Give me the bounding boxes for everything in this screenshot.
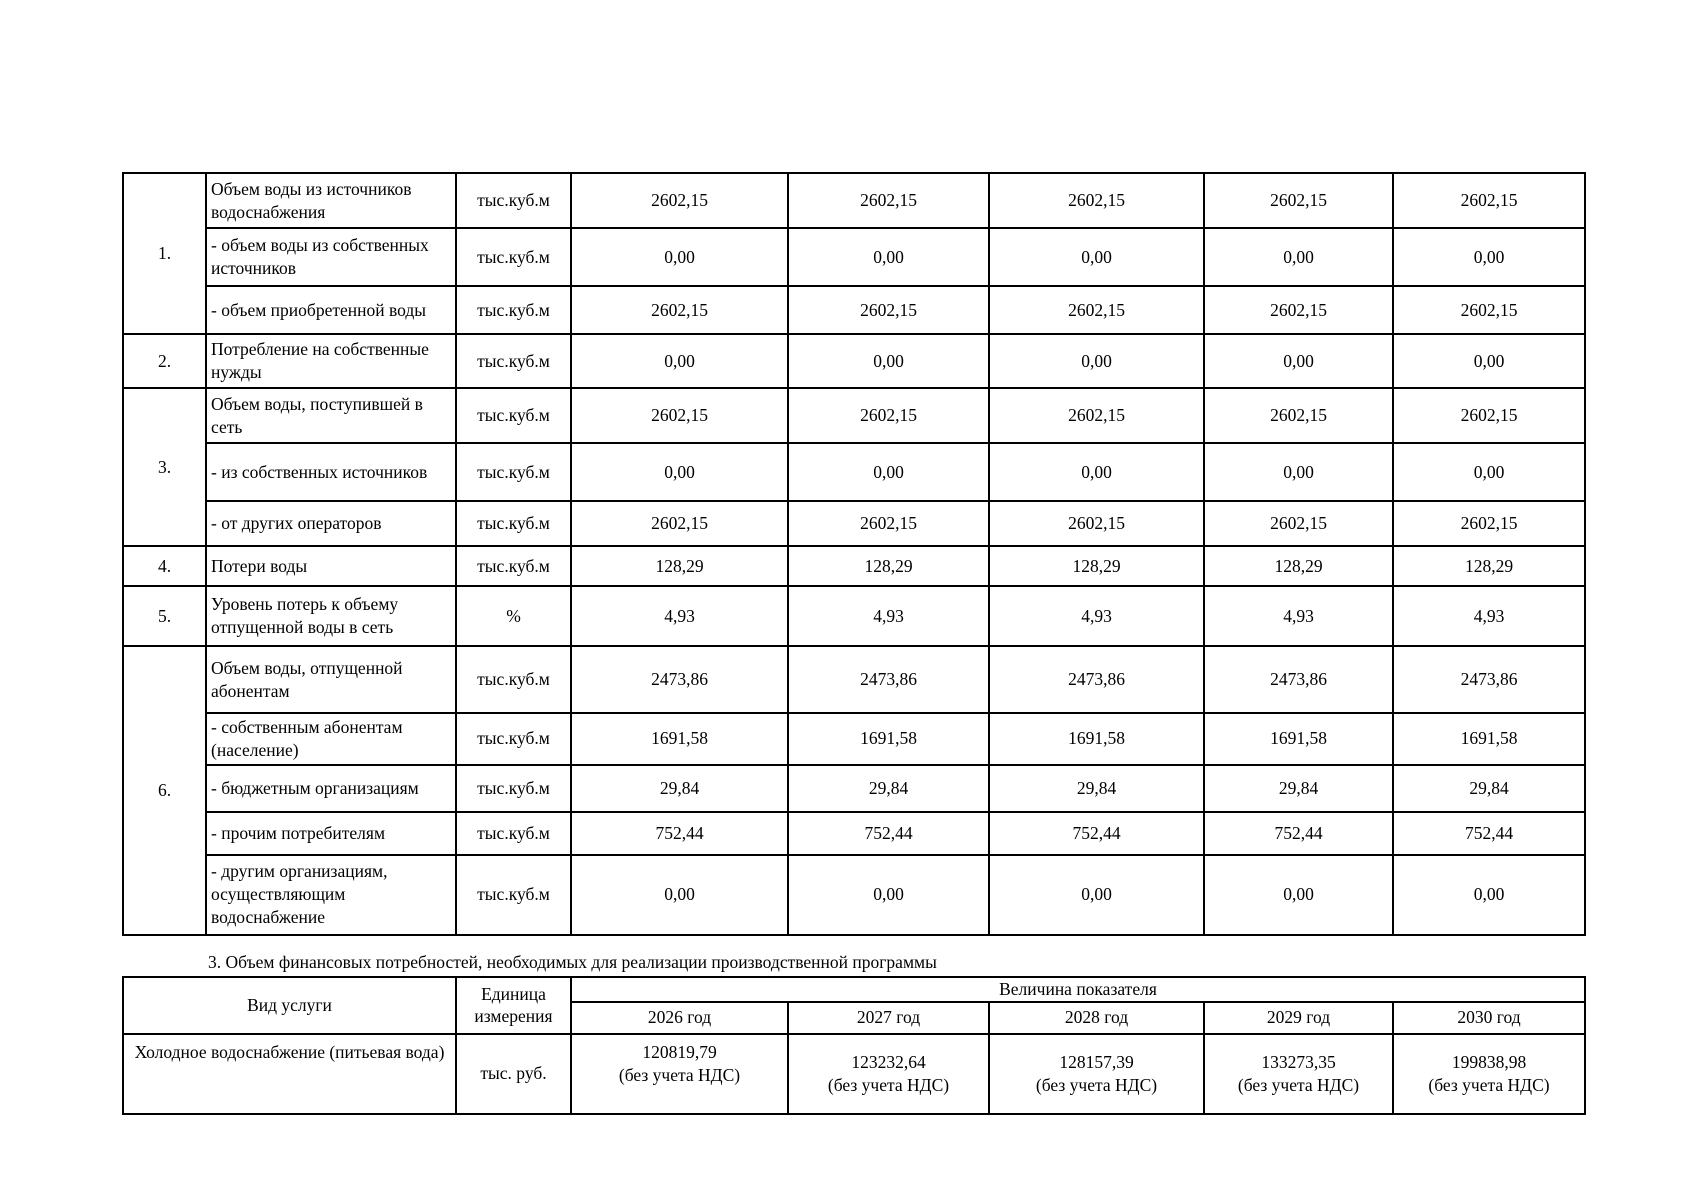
table-row xyxy=(123,546,1585,586)
financial-value-cell xyxy=(1204,1034,1393,1114)
financial-value-cell xyxy=(571,1034,788,1114)
indicator-value: 0,00 xyxy=(1204,228,1393,286)
indicator-value: 0,00 xyxy=(571,334,788,388)
indicator-value: 29,84 xyxy=(788,765,989,812)
table-row xyxy=(123,388,1585,443)
indicator-value: 1691,58 xyxy=(989,713,1204,765)
indicator-unit: тыс.куб.м xyxy=(456,855,571,935)
vat-note: (без учета НДС) xyxy=(618,1064,741,1085)
indicator-value: 752,44 xyxy=(788,812,989,855)
row-number: 1. xyxy=(123,173,206,334)
water-volume-table xyxy=(122,172,1586,936)
indicator-unit: тыс.куб.м xyxy=(456,812,571,855)
header-service: Вид услуги xyxy=(123,977,456,1034)
indicator-value: 4,93 xyxy=(1204,586,1393,646)
indicator-value: 2602,15 xyxy=(1393,388,1585,443)
table-row xyxy=(123,713,1585,765)
indicator-value: 128,29 xyxy=(788,546,989,586)
indicator-unit: тыс.куб.м xyxy=(456,388,571,443)
indicator-value: 2602,15 xyxy=(1204,286,1393,334)
indicator-value: 0,00 xyxy=(989,855,1204,935)
service-name: Холодное водоснабжение (питьевая вода) xyxy=(123,1034,456,1114)
indicator-value: 4,93 xyxy=(1393,586,1585,646)
row-number: 2. xyxy=(123,334,206,388)
indicator-value: 1691,58 xyxy=(788,713,989,765)
indicator-value: 0,00 xyxy=(571,855,788,935)
indicator-label: - от других операторов xyxy=(206,501,456,546)
table-row xyxy=(123,855,1585,935)
header-year: 2030 год xyxy=(1393,1002,1585,1034)
header-year: 2028 год xyxy=(989,1002,1204,1034)
indicator-value: 0,00 xyxy=(989,334,1204,388)
indicator-value: 1691,58 xyxy=(1393,713,1585,765)
indicator-label: Уровень потерь к объему отпущенной воды в сеть xyxy=(206,586,456,646)
indicator-value: 2602,15 xyxy=(989,501,1204,546)
financial-header-row xyxy=(123,977,1585,1002)
indicator-value: 752,44 xyxy=(1393,812,1585,855)
indicator-value: 2602,15 xyxy=(788,501,989,546)
indicator-unit: тыс.куб.м xyxy=(456,443,571,501)
indicator-value: 2473,86 xyxy=(989,646,1204,713)
section-3-title: 3. Объем финансовых потребностей, необходимых для реализации производственной программы xyxy=(208,952,937,972)
indicator-unit: тыс.куб.м xyxy=(456,228,571,286)
indicator-value: 2473,86 xyxy=(788,646,989,713)
indicator-label: - собственным абонентам (население) xyxy=(206,713,456,765)
indicator-label: Потребление на собственные нужды xyxy=(206,334,456,388)
indicator-unit: тыс.куб.м xyxy=(456,713,571,765)
table-row xyxy=(123,765,1585,812)
financial-needs-table xyxy=(122,976,1586,1115)
row-number: 4. xyxy=(123,546,206,586)
indicator-value: 2602,15 xyxy=(989,173,1204,228)
financial-value: 128157,39 xyxy=(1059,1052,1134,1072)
indicator-value: 0,00 xyxy=(1204,334,1393,388)
indicator-value: 0,00 xyxy=(1393,334,1585,388)
indicator-value: 4,93 xyxy=(989,586,1204,646)
indicator-value: 0,00 xyxy=(571,228,788,286)
indicator-value: 2602,15 xyxy=(1204,173,1393,228)
indicator-value: 0,00 xyxy=(1204,855,1393,935)
indicator-value: 2473,86 xyxy=(571,646,788,713)
indicator-unit: тыс.куб.м xyxy=(456,334,571,388)
indicator-label: - объем воды из собственных источников xyxy=(206,228,456,286)
indicator-value: 2602,15 xyxy=(788,173,989,228)
indicator-value: 128,29 xyxy=(571,546,788,586)
table-row xyxy=(123,501,1585,546)
indicator-value: 0,00 xyxy=(788,334,989,388)
indicator-value: 2473,86 xyxy=(1393,646,1585,713)
service-unit: тыс. руб. xyxy=(456,1034,571,1114)
vat-note: (без учета НДС) xyxy=(1428,1074,1550,1095)
indicator-value: 752,44 xyxy=(989,812,1204,855)
indicator-value: 0,00 xyxy=(989,228,1204,286)
indicator-unit: тыс.куб.м xyxy=(456,501,571,546)
indicator-label: - прочим потребителям xyxy=(206,812,456,855)
indicator-label: Объем воды из источников водоснабжения xyxy=(206,173,456,228)
indicator-value: 752,44 xyxy=(571,812,788,855)
indicator-label: Потери воды xyxy=(206,546,456,586)
indicator-value: 2602,15 xyxy=(1204,388,1393,443)
header-year: 2026 год xyxy=(571,1002,788,1034)
indicator-value: 128,29 xyxy=(1393,546,1585,586)
indicator-unit: тыс.куб.м xyxy=(456,173,571,228)
table-row xyxy=(123,173,1585,228)
row-number: 3. xyxy=(123,388,206,546)
indicator-value: 0,00 xyxy=(1393,228,1585,286)
indicator-value: 2602,15 xyxy=(571,173,788,228)
vat-note: (без учета НДС) xyxy=(1237,1074,1360,1095)
indicator-label: - объем приобретенной воды xyxy=(206,286,456,334)
header-value: Величина показателя xyxy=(571,977,1585,1002)
indicator-value: 4,93 xyxy=(571,586,788,646)
water-volume-table-body xyxy=(123,173,1585,935)
indicator-value: 0,00 xyxy=(571,443,788,501)
indicator-value: 128,29 xyxy=(1204,546,1393,586)
indicator-value: 1691,58 xyxy=(1204,713,1393,765)
indicator-value: 2602,15 xyxy=(1393,173,1585,228)
indicator-unit: % xyxy=(456,586,571,646)
indicator-value: 2602,15 xyxy=(989,388,1204,443)
financial-value-cell xyxy=(788,1034,989,1114)
indicator-value: 0,00 xyxy=(788,228,989,286)
table-row xyxy=(123,286,1585,334)
indicator-value: 2602,15 xyxy=(571,501,788,546)
financial-value: 199838,98 xyxy=(1451,1052,1527,1072)
financial-value: 133273,35 xyxy=(1261,1052,1336,1072)
table-row xyxy=(123,586,1585,646)
indicator-value: 29,84 xyxy=(1204,765,1393,812)
indicator-value: 0,00 xyxy=(788,855,989,935)
header-year: 2027 год xyxy=(788,1002,989,1034)
indicator-value: 29,84 xyxy=(1393,765,1585,812)
row-number: 6. xyxy=(123,646,206,935)
table-row xyxy=(123,443,1585,501)
indicator-value: 2602,15 xyxy=(989,286,1204,334)
table-row xyxy=(123,228,1585,286)
indicator-value: 2602,15 xyxy=(788,286,989,334)
financial-value-cell xyxy=(1393,1034,1585,1114)
indicator-value: 2602,15 xyxy=(788,388,989,443)
indicator-value: 29,84 xyxy=(989,765,1204,812)
financial-value: 123232,64 xyxy=(851,1052,926,1072)
indicator-value: 2602,15 xyxy=(1393,286,1585,334)
indicator-unit: тыс.куб.м xyxy=(456,646,571,713)
indicator-value: 128,29 xyxy=(989,546,1204,586)
indicator-unit: тыс.куб.м xyxy=(456,546,571,586)
indicator-value: 0,00 xyxy=(989,443,1204,501)
indicator-value: 2473,86 xyxy=(1204,646,1393,713)
row-number: 5. xyxy=(123,586,206,646)
financial-data-row xyxy=(123,1034,1585,1114)
table-row xyxy=(123,646,1585,713)
indicator-label: - другим организациям, осуществляющим водоснабжение xyxy=(206,855,456,935)
indicator-label: - бюджетным организациям xyxy=(206,765,456,812)
indicator-value: 2602,15 xyxy=(571,286,788,334)
indicator-label: Объем воды, отпущенной абонентам xyxy=(206,646,456,713)
indicator-unit: тыс.куб.м xyxy=(456,765,571,812)
header-unit: Единица измерения xyxy=(456,977,571,1034)
financial-value-cell xyxy=(989,1034,1204,1114)
indicator-value: 2602,15 xyxy=(1204,501,1393,546)
indicator-value: 0,00 xyxy=(1393,855,1585,935)
indicator-value: 752,44 xyxy=(1204,812,1393,855)
indicator-value: 2602,15 xyxy=(571,388,788,443)
table-row xyxy=(123,334,1585,388)
indicator-value: 0,00 xyxy=(1204,443,1393,501)
indicator-unit: тыс.куб.м xyxy=(456,286,571,334)
indicator-value: 29,84 xyxy=(571,765,788,812)
indicator-value: 2602,15 xyxy=(1393,501,1585,546)
indicator-value: 0,00 xyxy=(1393,443,1585,501)
indicator-value: 0,00 xyxy=(788,443,989,501)
financial-value: 120819,79 xyxy=(642,1041,717,1062)
header-year: 2029 год xyxy=(1204,1002,1393,1034)
indicator-label: Объем воды, поступившей в сеть xyxy=(206,388,456,443)
vat-note: (без учета НДС) xyxy=(827,1074,950,1095)
table-row xyxy=(123,812,1585,855)
indicator-label: - из собственных источников xyxy=(206,443,456,501)
vat-note: (без учета НДС) xyxy=(1035,1074,1158,1095)
indicator-value: 1691,58 xyxy=(571,713,788,765)
indicator-value: 4,93 xyxy=(788,586,989,646)
